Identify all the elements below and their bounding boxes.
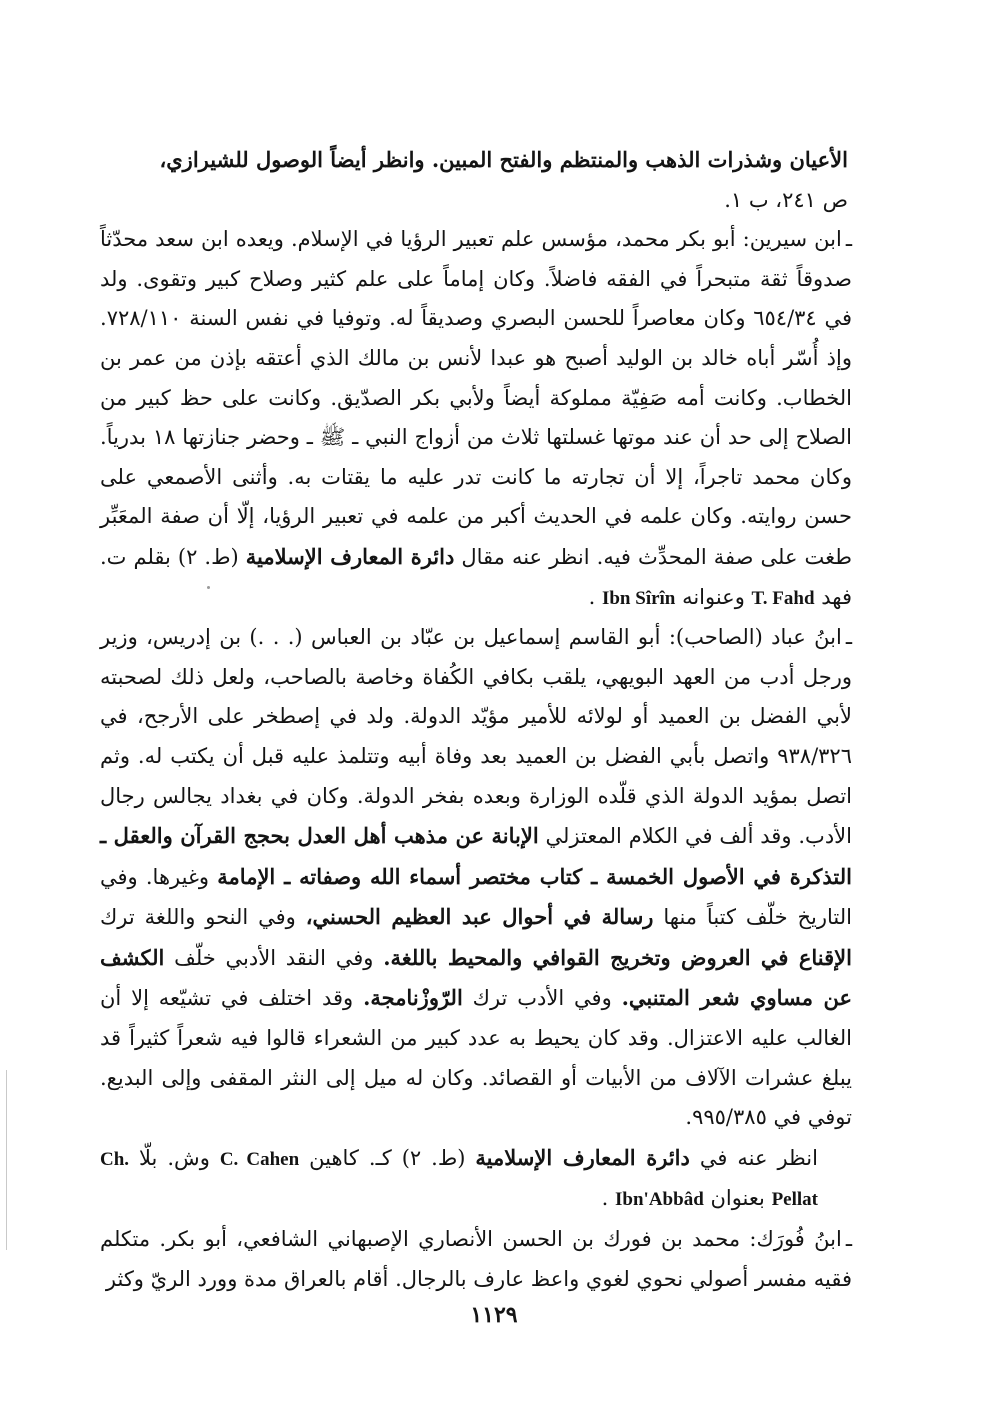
entry-ibn-sirin <box>100 220 852 618</box>
reference-edition: (ط. ٢) كـ. كاهين <box>309 1145 466 1170</box>
page-number: ١١٢٩ <box>470 1302 518 1328</box>
entry-ibn-abbad <box>100 618 852 1138</box>
entry-body: محمد بن فورك بن الحسن الأنصاري الإصبهاني الشافعي، أبو بكر. متكلم فقيه مفسر أصولي نحوي لغوي واعظ عارف بالرجال. أقام بالعراق مدة وورد الريّ وكثر <box>100 1227 852 1291</box>
entry-headword: ابن سيرين: <box>742 227 842 252</box>
reference-lead: انظر عنه في <box>699 1145 818 1170</box>
works-grammar: الإقناع في العروض وتخريج القوافي والمحيط باللغة. <box>383 944 852 970</box>
entry-ibn-furak <box>100 1220 852 1299</box>
entry-body-continued: وقد اختلف في تشيّعه إلا أن الغالب عليه الاعتزال. وقد كان يحيط به عدد كبير من الشعراء قالوا فيه شعراً كثيراً قد يبلغ عشرات الآلاف من الأبيات أو القصائد. وكان له ميل إلى النثر المقفى وإلى البديع. توفي في ٩٩٥/٣٨٥. <box>100 986 852 1130</box>
reference-author-latin: C. Cahen <box>219 1148 300 1170</box>
entry-body: أبو بكر محمد، مؤسس علم تعبير الرؤيا في الإسلام. ويعده ابن سعد محدّثاً صدوقاً ثقة متبحراً في الفقه فاضلاً. وكان إماماً على علم كثير وصلاح كبير وتقوى. ولد في ٦٥٤/٣٤ وكان معاصراً للحسن البصري وصديقاً له. وتوفيا في نفس السنة ٧٢٨/١١٠. وإذ أُسّر أباه خالد بن الوليد أصبح هو عبدا لأنس بن مالك الذي أعتقه بإذن من عمر بن الخطاب. وكانت أمه صَفِيّة مملوكة أيضاً ولأبي بكر الصدّيق. وكانت على حظ كبير من الصلاح إلى حد أن عند موتها غسلتها ثلاث من أزواج النبي ـ ﷺ ـ وحضر جنازتها ١٨ بدرياً. وكان محمد تاجراً، إلا أن تجارته ما كانت تدر عليه ما يقتات به. وأثنى الأصمعي على حسن روايته. وكان علمه في الحديث أكبر من علمه في تعبير الرؤيا، إلّا أن صفة المعَبِّر طغت على صفة المحدِّث فيه. <box>100 227 853 569</box>
previous-entry-continuation <box>100 140 852 220</box>
entry-body: أبو القاسم إسماعيل بن عبّاد بن العباس (. . .) بن إدريس، وزير ورجل أدب من العهد البويهي، يلقب بكافي الكُفاة وخاصة بالصاحب، ولعل ذلك لصحبته لأبي الفضل بن العميد أو لولائه للأمير مؤيّد الدولة. ولد في إصطخر على الأرجح، في ٩٣٨/٣٢٦ واتصل بأبي الفضل بن العميد بعد وفاة أبيه وتتلمذ عليه قبل أن يكتب له. وثم اتصل بمؤيد الدولة الذي قلّده الوزارة وبعده بفخر الدولة. وكان في بغداد يجالس رجال الأدب. وقد ألف في الكلام المعتزلي <box>100 625 852 849</box>
works-criticism: الكشف عن مساوي شعر المتنبي. <box>100 944 853 1011</box>
intro-line-1: الأعيان وشذرات الذهب والمنتظم والفتح المبين. وانظر أيضاً الوصول للشيرازي، <box>159 147 848 172</box>
reference-edition: (ط. ٢) بقلم ت. فهد <box>100 544 852 609</box>
body-text <box>100 140 852 1299</box>
reference-coauthor-latin: Ch. Pellat <box>100 1148 818 1211</box>
entry-ibn-abbad-reference <box>100 1138 852 1220</box>
entry-headword: ابنُ عباد (الصاحب): <box>668 625 842 650</box>
reference-coauthor-lead: وش. بلّا <box>139 1145 210 1170</box>
entry-headword: ابنُ فُورَك: <box>749 1227 842 1252</box>
reference-end: . <box>601 1186 609 1211</box>
reference-lead: انظر عنه مقال <box>461 544 590 569</box>
entry-body-continued: وفي النحو واللغة ترك <box>100 905 296 930</box>
intro-line-2: ص ٢٤١، ب ١. <box>724 187 848 212</box>
entry-dash: ـ <box>845 625 852 650</box>
reference-end: . <box>588 584 596 609</box>
works-kalam: الإبانة عن مذهب أهل العدل بحجج القرآن والعقل ـ التذكرة في الأصول الخمسة ـ كتاب مختصر أسماء الله وصفاته ـ الإمامة <box>100 823 852 889</box>
works-adab: الرّوزْنامجة. <box>363 985 463 1011</box>
reference-encyclopedia: دائرة المعارف الإسلامية <box>245 543 455 569</box>
reference-title-latin: Ibn Sîrîn <box>601 587 676 609</box>
scan-edge-mark <box>6 1070 7 1250</box>
reference-title-latin: Ibn'Abbâd <box>615 1189 704 1211</box>
entry-body-continued: وفي الأدب ترك <box>472 986 612 1011</box>
entry-body-continued: وفي النقد الأدبي خلّف <box>174 945 374 970</box>
entry-dash: ـ <box>845 227 852 252</box>
entry-dash: ـ <box>845 1227 852 1252</box>
reference-title-lead: بعنوان <box>710 1186 765 1211</box>
reference-encyclopedia: دائرة المعارف الإسلامية <box>475 1144 690 1170</box>
reference-author-latin: T. Fahd <box>751 587 815 609</box>
entry-body-continued: وغيرها. وفي التاريخ خلّف كتباً منها <box>100 864 852 930</box>
works-history: رسالة في أحوال عبد العظيم الحسني، <box>305 904 654 930</box>
reference-title-lead: وعنوانه <box>682 584 745 609</box>
